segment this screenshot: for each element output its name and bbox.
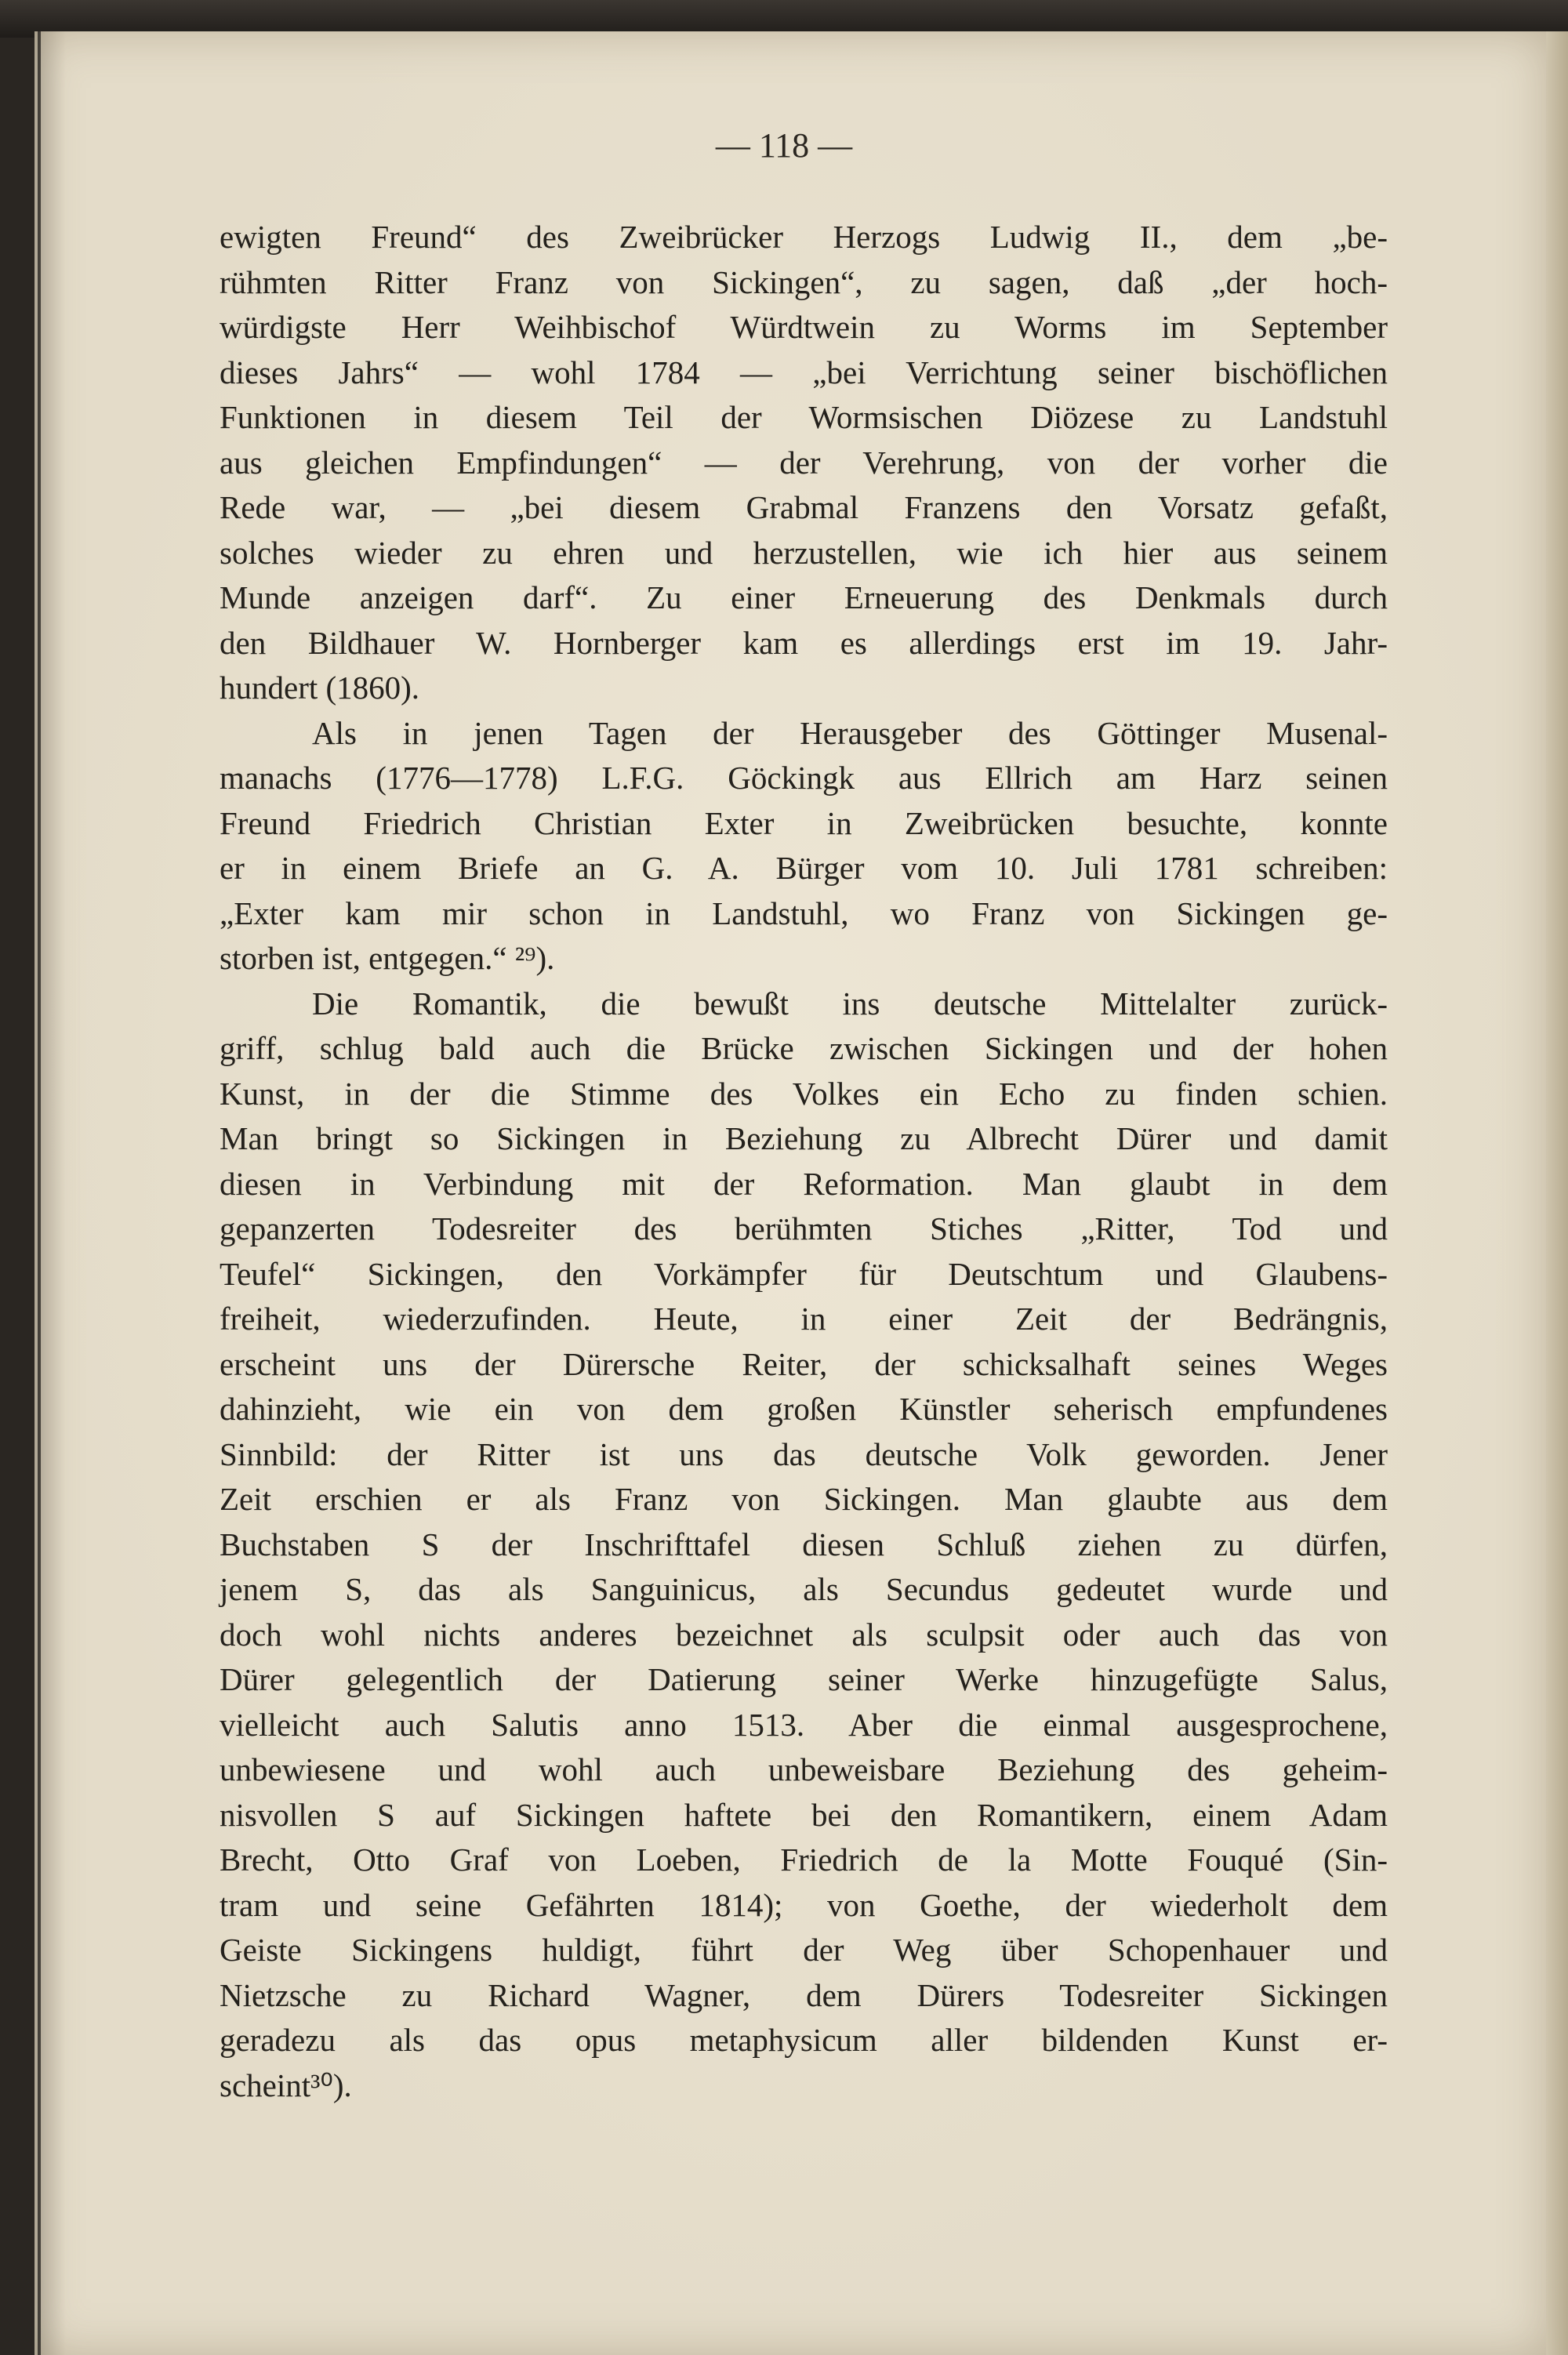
text-line: Man bringt so Sickingen in Beziehung zu Albrecht Dürer und damit (220, 1120, 1388, 1156)
text-line: Teufel“ Sickingen, den Vorkämpfer für Deutschtum und Glaubens- (220, 1255, 1388, 1292)
text-line: vielleicht auch Salutis anno 1513. Aber die einmal ausgesprochene, (220, 1706, 1388, 1743)
text-line: Dürer gelegentlich der Datierung seiner Werke hinzugefügte Salus, (220, 1661, 1388, 1697)
text-line: Nietzsche zu Richard Wagner, dem Dürers Todesreiter Sickingen (220, 1976, 1388, 2013)
text-line: Geiste Sickingens huldigt, führt der Weg über Schopenhauer und (220, 1932, 1388, 1968)
text-line: manachs (1776—1778) L.F.G. Göckingk aus Ellrich am Harz seinen (220, 760, 1388, 796)
text-line: Kunst, in der die Stimme des Volkes ein Echo zu finden schien. (220, 1075, 1388, 1112)
page-edge (1546, 31, 1568, 2355)
text-line: Sinnbild: der Ritter ist uns das deutsche Volk geworden. Jener (220, 1435, 1388, 1472)
text-line: Brecht, Otto Graf von Loeben, Friedrich de la Motte Fouqué (Sin- (220, 1842, 1388, 1878)
text-line: gepanzerten Todesreiter des berühmten Stiches „Ritter, Tod und (220, 1210, 1388, 1246)
text-line: Rede war, — „bei diesem Grabmal Franzens den Vorsatz gefaßt, (220, 489, 1388, 525)
text-line: Funktionen in diesem Teil der Wormsischen Diözese zu Landstuhl (220, 399, 1388, 435)
text-line: Zeit erschien er als Franz von Sickingen. Man glaubte aus dem (220, 1481, 1388, 1517)
text-line: rühmten Ritter Franz von Sickingen“, zu sagen, daß „der hoch- (220, 263, 1388, 300)
text-line: dieses Jahrs“ — wohl 1784 — „bei Verrichtung seiner bischöflichen (220, 354, 1388, 390)
text-line: „Exter kam mir schon in Landstuhl, wo Franz von Sickingen ge- (220, 894, 1388, 931)
text-line: scheint³⁰). (220, 2067, 352, 2103)
page-number: — 118 — (715, 126, 853, 165)
text-line: dahinzieht, wie ein von dem großen Künstler seherisch empfundenes (220, 1391, 1388, 1427)
text-line: Die Romantik, die bewußt ins deutsche Mittelalter zurück- (312, 985, 1388, 1021)
gutter-shadow (38, 31, 41, 2355)
text-line: tram und seine Gefährten 1814); von Goethe, der wiederholt dem (220, 1886, 1388, 1923)
text-line: ewigten Freund“ des Zweibrücker Herzogs Ludwig II., dem „be- (220, 219, 1388, 255)
text-line: doch wohl nichts anderes bezeichnet als sculpsit oder auch das von (220, 1616, 1388, 1653)
text-line: Buchstaben S der Inschrifttafel diesen Schluß ziehen zu dürfen, (220, 1526, 1388, 1562)
text-line: freiheit, wiederzufinden. Heute, in einer Zeit der Bedrängnis, (220, 1301, 1388, 1337)
text-line: storben ist, entgegen.“ ²⁹). (220, 940, 555, 976)
text-line: Freund Friedrich Christian Exter in Zweibrücken besuchte, konnte (220, 804, 1388, 841)
text-line: aus gleichen Empfindungen“ — der Verehrung, von der vorher die (220, 444, 1388, 481)
text-line: unbewiesene und wohl auch unbeweisbare Beziehung des geheim- (220, 1751, 1388, 1787)
text-line: griff, schlug bald auch die Brücke zwischen Sickingen und der hohen (220, 1030, 1388, 1066)
text-line: solches wieder zu ehren und herzustellen, wie ich hier aus seinem (220, 534, 1388, 571)
text-line: nisvollen S auf Sickingen haftete bei den Romantikern, einem Adam (220, 1796, 1388, 1833)
text-line: den Bildhauer W. Hornberger kam es allerdings erst im 19. Jahr- (220, 624, 1388, 661)
text-line: erscheint uns der Dürersche Reiter, der schicksalhaft seines Weges (220, 1345, 1388, 1382)
text-line: Munde anzeigen darf“. Zu einer Erneuerung des Denkmals durch (220, 579, 1388, 615)
body-text (220, 215, 1388, 2108)
text-line: er in einem Briefe an G. A. Bürger vom 10. Juli 1781 schreiben: (220, 850, 1388, 886)
text-line: würdigste Herr Weihbischof Würdtwein zu Worms im September (220, 309, 1388, 345)
text-line: jenem S, das als Sanguinicus, als Secundus gedeutet wurde und (220, 1571, 1388, 1607)
text-line: diesen in Verbindung mit der Reformation. Man glaubt in dem (220, 1165, 1388, 1202)
text-line: Als in jenen Tagen der Herausgeber des Göttinger Musenal- (312, 714, 1388, 751)
text-line: hundert (1860). (220, 669, 420, 706)
text-line: geradezu als das opus metaphysicum aller bildenden Kunst er- (220, 2022, 1388, 2058)
